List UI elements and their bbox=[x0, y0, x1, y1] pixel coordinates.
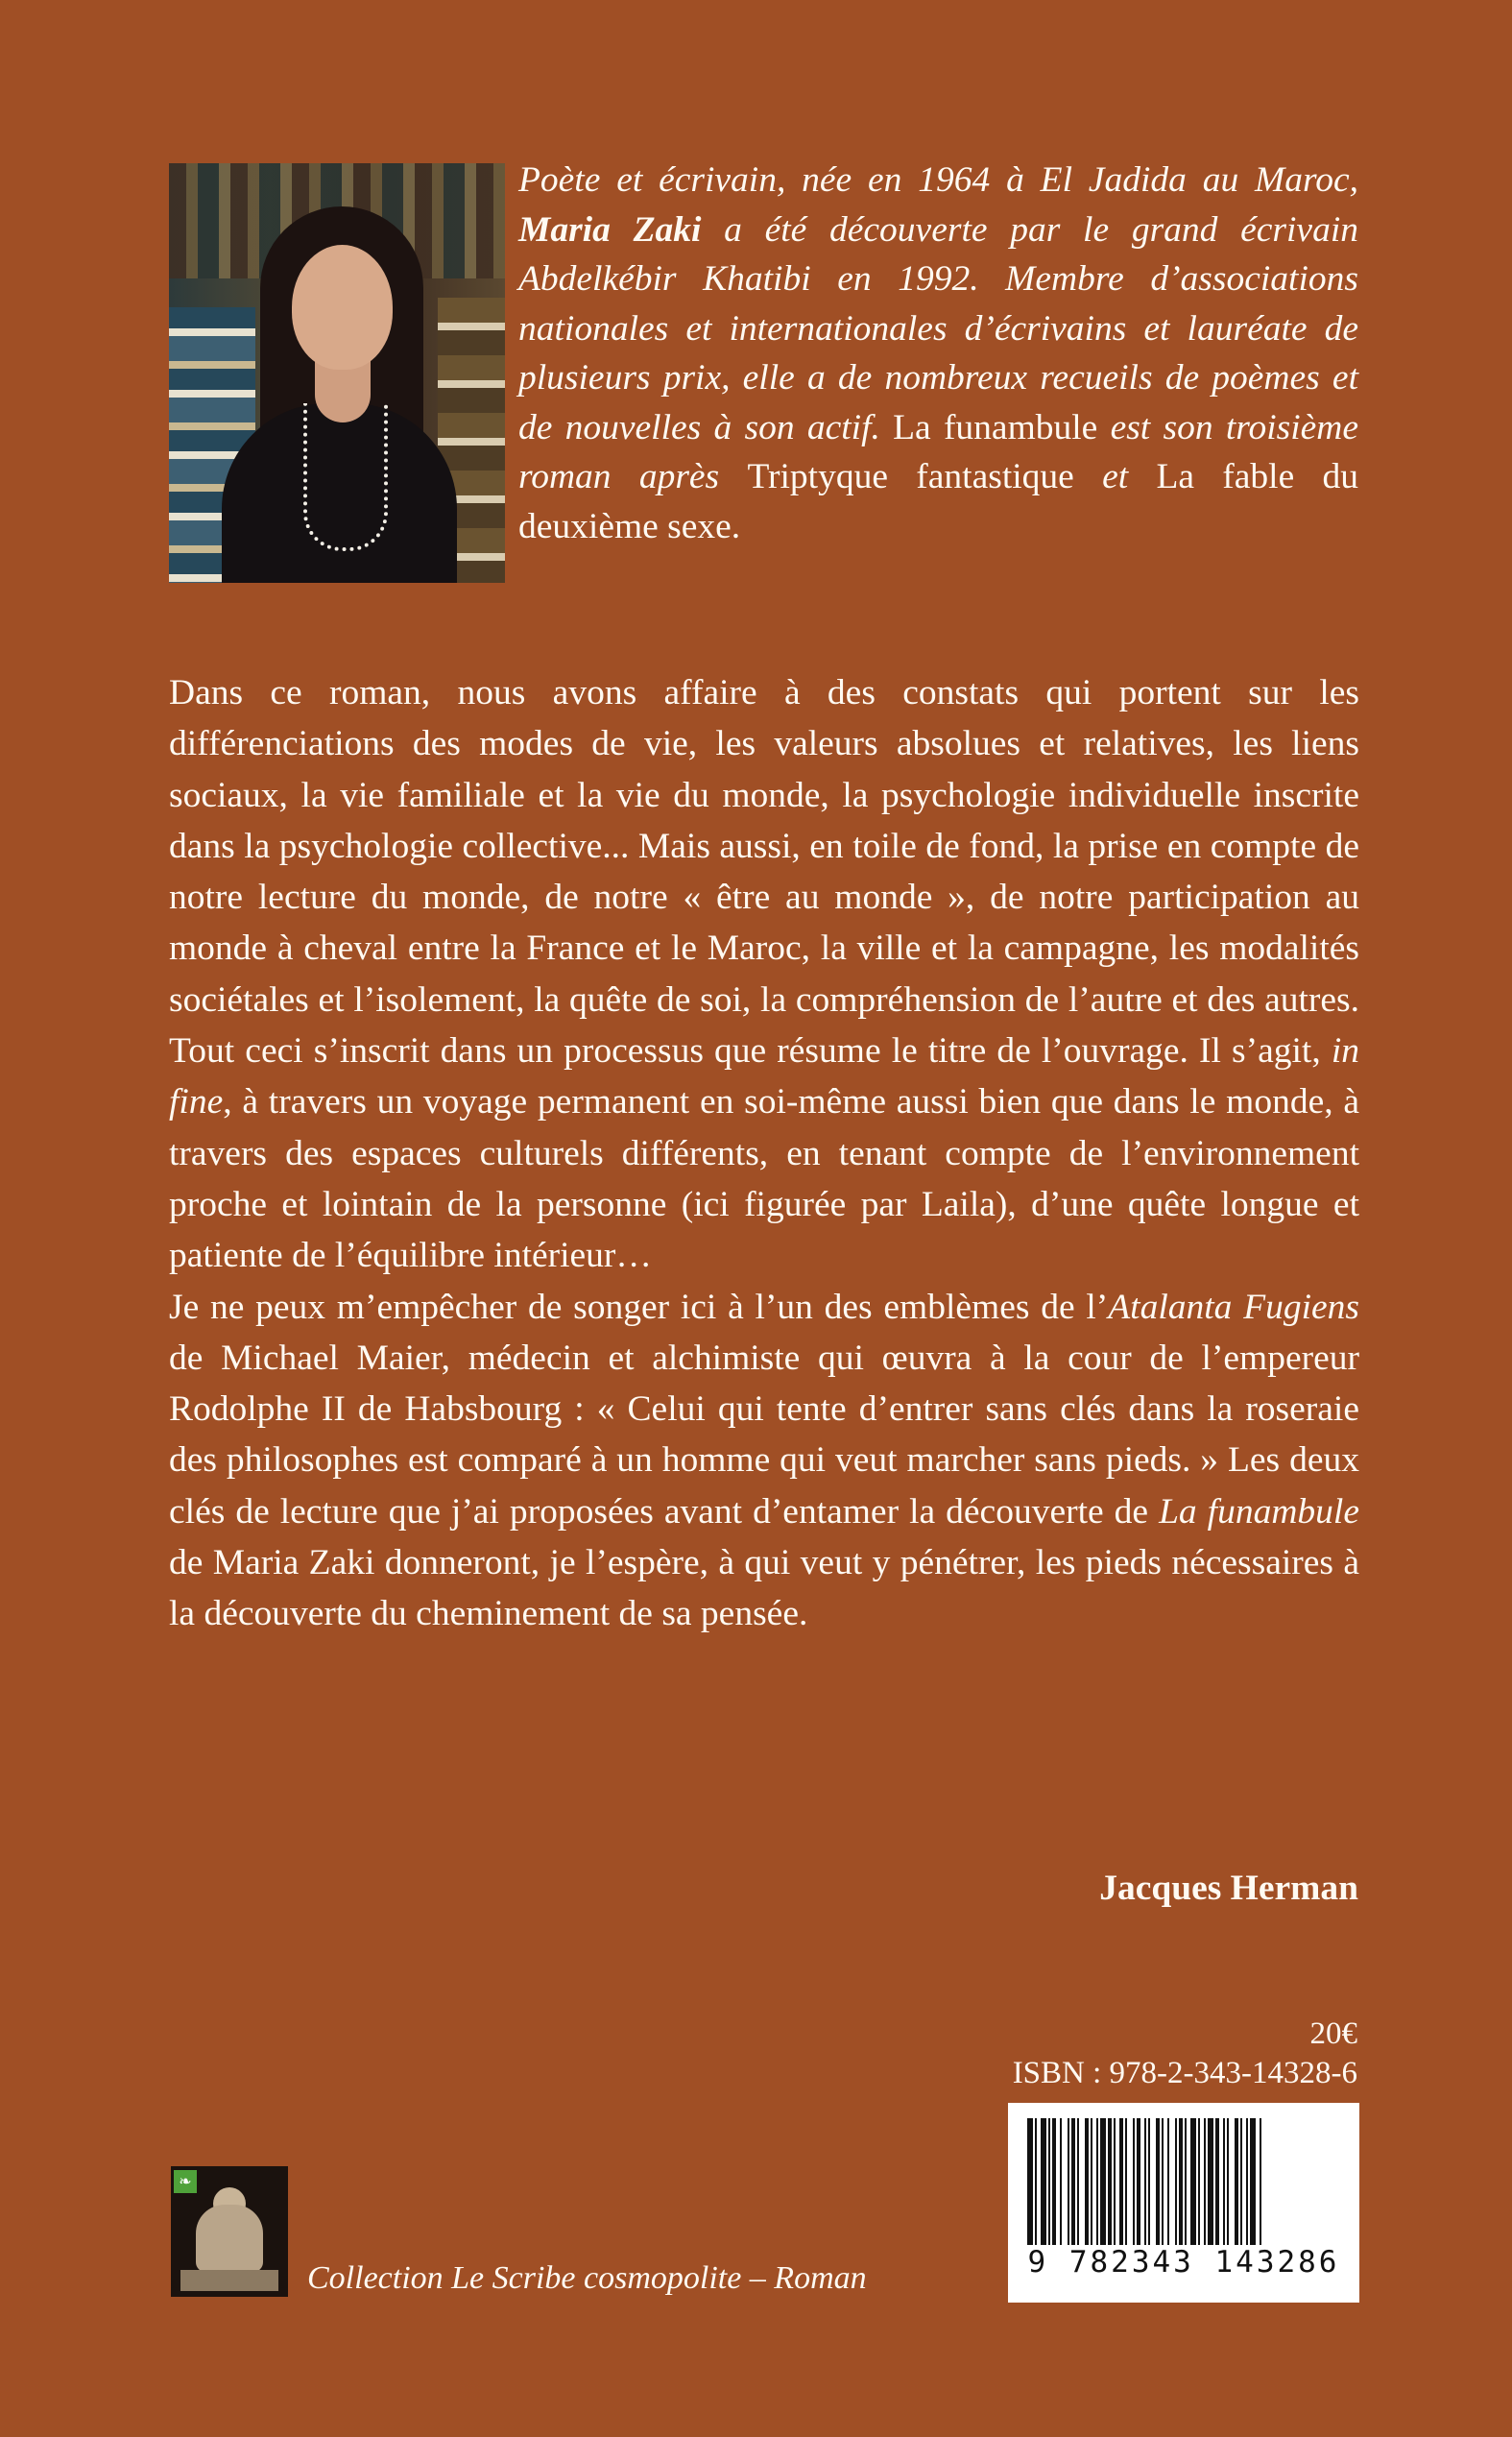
barcode-bar bbox=[1085, 2118, 1089, 2247]
barcode-digits: 9 782343 143286 bbox=[1022, 2245, 1345, 2280]
barcode-bar bbox=[1198, 2118, 1200, 2247]
barcode-bar bbox=[1071, 2118, 1075, 2247]
emphasis: La funambule bbox=[1159, 1491, 1359, 1532]
blurb bbox=[169, 667, 1359, 1640]
barcode-bar bbox=[1060, 2118, 1062, 2247]
author-photo bbox=[169, 163, 505, 583]
barcode-bar bbox=[1185, 2118, 1187, 2247]
book-title: La funambule bbox=[893, 407, 1098, 447]
author-name: Maria Zaki bbox=[518, 209, 702, 250]
pearl-necklace bbox=[303, 403, 388, 551]
blurb-text: Je ne peux m’empêcher de songer ici à l’un des emblèmes de l’ bbox=[169, 1287, 1109, 1327]
leaf-icon: ❧ bbox=[174, 2170, 197, 2193]
blurb-author: Jacques Herman bbox=[1099, 1869, 1358, 1908]
barcode-bar bbox=[1077, 2118, 1079, 2247]
barcode-bar bbox=[1175, 2118, 1177, 2247]
barcode-bar bbox=[1119, 2118, 1123, 2247]
barcode bbox=[1008, 2103, 1359, 2303]
barcode-bar bbox=[1240, 2118, 1242, 2247]
barcode-bar bbox=[1250, 2118, 1256, 2247]
bio-text: . bbox=[731, 506, 741, 546]
author-bio bbox=[518, 156, 1358, 551]
barcode-bar bbox=[1223, 2118, 1225, 2247]
book-title: Triptyque fantastique bbox=[747, 457, 1074, 496]
publisher-logo bbox=[171, 2166, 288, 2297]
barcode-bar bbox=[1137, 2118, 1140, 2247]
barcode-bar bbox=[1096, 2118, 1098, 2247]
barcode-bar bbox=[1190, 2118, 1196, 2247]
blurb-paragraph-1 bbox=[169, 667, 1359, 1282]
portrait-face bbox=[292, 245, 393, 370]
blurb-text: Dans ce roman, nous avons affaire à des constats qui portent sur les différenciations des modes de vie, les valeurs absolues et relatives, les liens sociaux, la vie familiale et la vie du monde, la psychologie individuelle inscrite dans la psychologie collective... Mais aussi, en toile de fond, la prise en compte de notre lecture du monde, de notre « être au monde », de notre participation au monde à cheval entre la France et le Maroc, la ville et la campagne, les modalités sociétales et l’isolement, la quête de soi, la compréhension de l’autre et des autres. Tout ceci s’inscrit dans un processus que résume le titre de l’ouvrage. Il s’agit, bbox=[169, 673, 1359, 1072]
blurb-text: de Maria Zaki donneront, je l’espère, à qui veut y pénétrer, les pieds nécessaires à la découverte du cheminement de sa pensée. bbox=[169, 1543, 1359, 1634]
blurb-text: , à travers un voyage permanent en soi-même aussi bien que dans le monde, à travers des espaces culturels différents, en tenant compte de l’environnement proche et lointain de la personne (ici figurée par Laila), d’une quête longue et patiente de l’équilibre intérieur… bbox=[169, 1082, 1359, 1276]
bio-text: et bbox=[1073, 457, 1157, 496]
barcode-bars bbox=[1027, 2118, 1340, 2247]
barcode-bar bbox=[1035, 2118, 1037, 2247]
barcode-bar bbox=[1208, 2118, 1213, 2247]
blurb-text: de Michael Maier, médecin et alchimiste qui œuvra à la cour de l’empereur Rodolphe II de Habsbourg : « Celui qui tente d’entrer sans clés dans la roseraie des philosophes est comparé à un homme qui veut marcher sans pieds. » Les deux clés de lecture que j’ai proposées avant d’entamer la découverte de bbox=[169, 1338, 1359, 1532]
barcode-bar bbox=[1179, 2118, 1183, 2247]
barcode-bar bbox=[1125, 2118, 1127, 2247]
emphasis: Atalanta Fugiens bbox=[1108, 1287, 1360, 1327]
barcode-bar bbox=[1162, 2118, 1164, 2247]
barcode-bar bbox=[1156, 2118, 1160, 2247]
barcode-bar bbox=[1167, 2118, 1169, 2247]
barcode-bar bbox=[1260, 2118, 1261, 2247]
barcode-bar bbox=[1027, 2118, 1033, 2247]
statue-base bbox=[180, 2270, 278, 2291]
barcode-bar bbox=[1048, 2118, 1050, 2247]
barcode-bar bbox=[1091, 2118, 1092, 2247]
barcode-bar bbox=[1246, 2118, 1248, 2247]
barcode-bar bbox=[1227, 2118, 1229, 2247]
bio-text: est son troisième roman après bbox=[518, 407, 1358, 496]
collection-name: Collection Le Scribe cosmopolite – Roman bbox=[307, 2260, 867, 2296]
price: 20€ bbox=[1309, 2016, 1357, 2051]
barcode-bar bbox=[1204, 2118, 1206, 2247]
book-title: La fable du deuxième sexe bbox=[518, 457, 1358, 546]
barcode-bar bbox=[1144, 2118, 1146, 2247]
blurb-paragraph-2 bbox=[169, 1282, 1359, 1640]
barcode-bar bbox=[1068, 2118, 1069, 2247]
barcode-bar bbox=[1148, 2118, 1150, 2247]
bio-text: Poète et écrivain, née en 1964 à El Jadida au Maroc, bbox=[518, 160, 1358, 200]
barcode-bar bbox=[1041, 2118, 1046, 2247]
barcode-bar bbox=[1133, 2118, 1135, 2247]
barcode-bar bbox=[1235, 2118, 1238, 2247]
isbn: ISBN : 978-2-343-14328-6 bbox=[1012, 2056, 1357, 2090]
bio-text: a été découverte par le grand écrivain Abdelkébir Khatibi en 1992. Membre d’associations nationales et internationales d’écrivains et lauréate de plusieurs prix, elle a de nombreux recueils de poèmes et de nouvelles à son actif. bbox=[518, 209, 1358, 447]
barcode-bar bbox=[1215, 2118, 1219, 2247]
barcode-bar bbox=[1108, 2118, 1112, 2247]
barcode-bar bbox=[1114, 2118, 1116, 2247]
barcode-bar bbox=[1052, 2118, 1056, 2247]
emphasis: in fine bbox=[169, 1031, 1359, 1122]
scribe-statue bbox=[196, 2205, 263, 2272]
barcode-bar bbox=[1100, 2118, 1106, 2247]
